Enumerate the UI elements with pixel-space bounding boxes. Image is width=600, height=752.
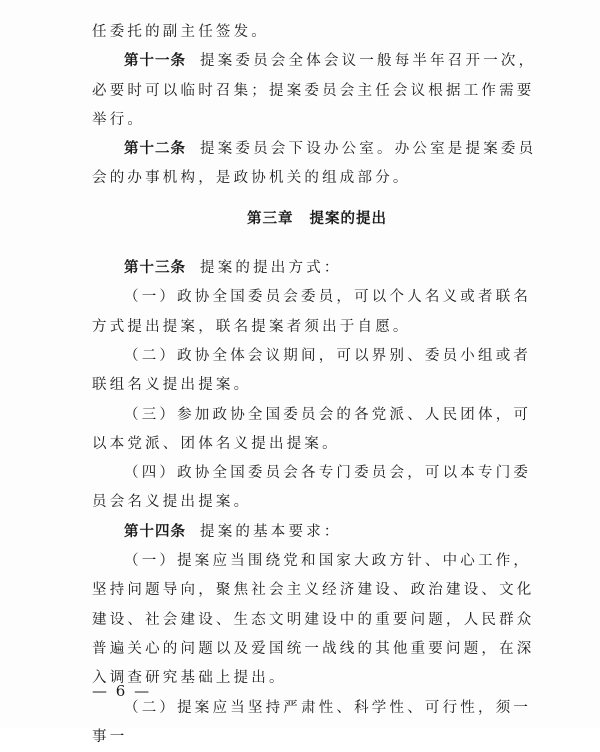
chapter-number: 第三章 [247,210,294,227]
article-text: 提案委员会全体会议一般每半年召开一次，必要时可以临时召集；提案委员会主任会议根据工作需要举行。 [92,53,537,128]
list-item: （二）提案应当坚持严肃性、科学性、可行性，须一事一 [92,699,532,745]
article-11 [92,47,542,135]
article-number: 第十四条 [124,523,186,540]
article-12 [92,135,542,194]
article-14 [92,518,542,547]
list-item: （二）政协全体会议期间，可以界别、委员小组或者联组名义提出提案。 [92,347,532,394]
document-body [92,18,542,752]
list-item: （一）提案应当围绕党和国家大政方针、中心工作，坚持问题导向，聚焦社会主义经济建设、政治建设、文化建设、社会建设、生态文明建设中的重要问题，人民群众普遍关心的问题以及爱国统一战线的其他重要问题，在深入调查研究基础上提出。 [92,553,535,687]
chapter-title: 提案的提出 [309,210,387,227]
chapter-heading [92,205,542,234]
article-text: 提案委员会下设办公室。办公室是提案委员会的办事机构，是政协机关的组成部分。 [92,141,537,187]
page-number: — 6 — [92,682,152,700]
article-number: 第十二条 [124,141,186,158]
list-item: （三）参加政协全国委员会的各党派、人民团体，可以本党派、团体名义提出提案。 [92,406,532,452]
paragraph-continuation: 任委托的副主任签发。 [92,24,269,40]
article-text: 提案的基本要求： [200,523,342,540]
article-13 [92,254,542,283]
list-item: （四）政协全国委员会各专门委员会，可以本专门委员会名义提出提案。 [92,465,532,511]
article-number: 第十三条 [124,260,186,277]
article-number: 第十一条 [124,53,186,70]
list-item: （一）政协全国委员会委员，可以个人名义或者联名方式提出提案，联名提案者须出于自愿。 [92,289,532,335]
article-text: 提案的提出方式： [200,260,342,277]
